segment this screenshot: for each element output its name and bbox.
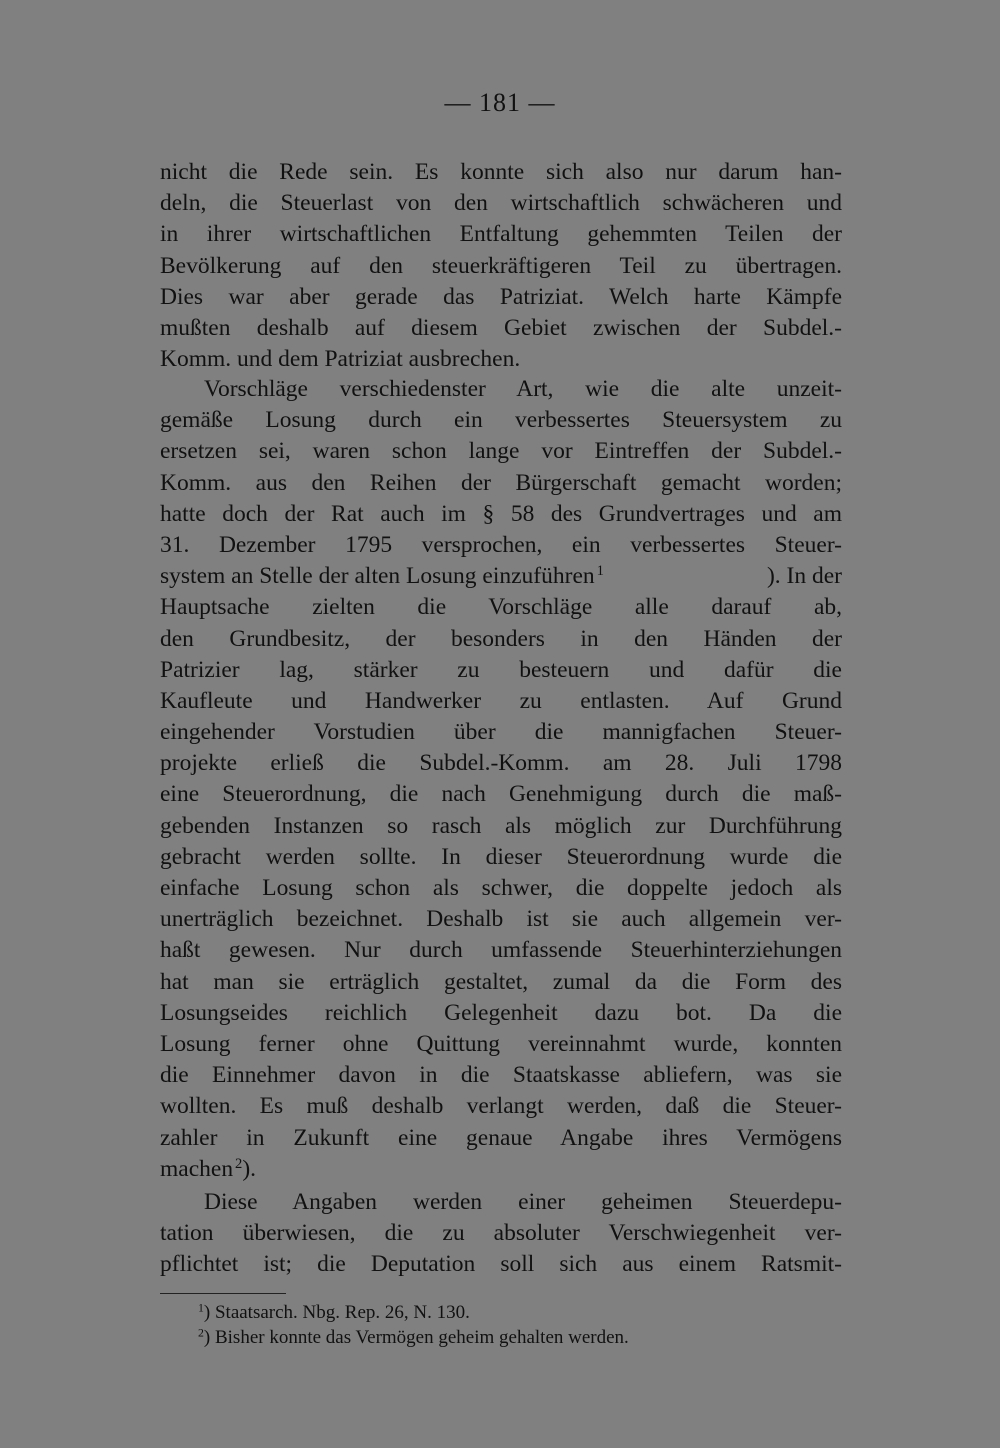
text-line: 31. Dezember 1795 versprochen, ein verbessertes Steuer-: [160, 531, 842, 558]
text-line: Losungseides reichlich Gelegenheit dazu bot. Da die: [160, 999, 842, 1026]
footnote-1: $^1$) Staatsarch. Nbg. Rep. 26, N. 130.: [198, 1301, 470, 1323]
text-line: Patrizier lag, stärker zu besteuern und dafür die: [160, 656, 842, 683]
text-line: deln, die Steuerlast von den wirtschaftlich schwächeren und: [160, 190, 842, 217]
text-line: Kaufleute und Handwerker zu entlasten. Auf Grund: [160, 687, 842, 714]
text-line: eingehender Vorstudien über die mannigfachen Steuer-: [160, 719, 842, 746]
text-line: Dies war aber gerade das Patriziat. Welch harte Kämpfe: [160, 283, 842, 310]
text-line: gebenden Instanzen so rasch als möglich zur Durchführung: [160, 812, 842, 839]
text-line: gemäße Losung durch ein verbessertes Steuersystem zu: [160, 407, 842, 434]
text-line: eine Steuerordnung, die nach Genehmigung durch die maß-: [160, 781, 842, 808]
text-line: Bevölkerung auf den steuerkräftigeren Teil zu übertragen.: [160, 252, 842, 279]
text-line: wollten. Es muß deshalb verlangt werden, daß die Steuer-: [160, 1093, 842, 1120]
page-number: — 181 —: [444, 88, 556, 117]
text-line: haßt gewesen. Nur durch umfassende Steuerhinterziehungen: [160, 937, 842, 964]
text-line: machen $^2$).: [160, 1155, 257, 1182]
text-line: ersetzen sei, waren schon lange vor Eintreffen der Subdel.-: [160, 438, 842, 465]
text-line: gebracht werden sollte. In dieser Steuerordnung wurde die: [160, 843, 842, 870]
text-line: nicht die Rede sein. Es konnte sich also nur darum han-: [160, 159, 842, 185]
footnote-ref-2: 2: [235, 1155, 243, 1172]
text-line: tation überwiesen, die zu absoluter Verschwiegenheit ver-: [160, 1220, 842, 1247]
text-line: mußten deshalb auf diesem Gebiet zwischen der Subdel.-: [160, 314, 842, 341]
text-line: projekte erließ die Subdel.-Komm. am 28. Juli 1798: [160, 750, 842, 777]
paragraph-3: [160, 1187, 842, 1281]
text-line: die Einnehmer davon in die Staatskasse abliefern, was sie: [160, 1062, 842, 1089]
text-line: hat man sie erträglich gestaltet, zumal da die Form des: [160, 968, 842, 995]
text-line: einfache Losung schon als schwer, die doppelte jedoch als: [160, 875, 842, 901]
footnotes: [198, 1300, 838, 1350]
paragraph-2: [160, 374, 842, 1185]
paragraph-1: [160, 157, 842, 375]
text-line: zahler in Zukunft eine genaue Angabe ihres Vermögens: [160, 1124, 842, 1151]
text-line: Losung ferner ohne Quittung vereinnahmt wurde, konnten: [160, 1030, 842, 1057]
footnote-divider: [160, 1293, 286, 1294]
text-line: in ihrer wirtschaftlichen Entfaltung gehemmten Teilen der: [160, 221, 842, 248]
text-line: Vorschläge verschiedenster Art, wie die alte unzeit-: [204, 376, 842, 402]
text-line: hatte doch der Rat auch im § 58 des Grundvertrages und am: [160, 500, 842, 527]
text-line: Komm. aus den Reihen der Bürgerschaft gemacht worden;: [160, 469, 842, 496]
text-line: unerträglich bezeichnet. Deshalb ist sie auch allgemein ver-: [160, 906, 842, 933]
text-line: Diese Angaben werden einer geheimen Steuerdepu-: [204, 1189, 842, 1215]
footnote-2: $^2$) Bisher konnte das Vermögen geheim gehalten werden.: [198, 1326, 629, 1348]
text-line: Hauptsache zielten die Vorschläge alle darauf ab,: [160, 594, 842, 621]
text-line: system an Stelle der alten Losung einzuführen $^1$ ). In der: [160, 563, 842, 590]
text-line: pflichtet ist; die Deputation soll sich aus einem Ratsmit-: [160, 1251, 842, 1278]
text-line: den Grundbesitz, der besonders in den Händen der: [160, 625, 842, 652]
text-line: Komm. und dem Patriziat ausbrechen.: [160, 346, 521, 373]
footnote-ref-1: 1: [596, 563, 604, 580]
